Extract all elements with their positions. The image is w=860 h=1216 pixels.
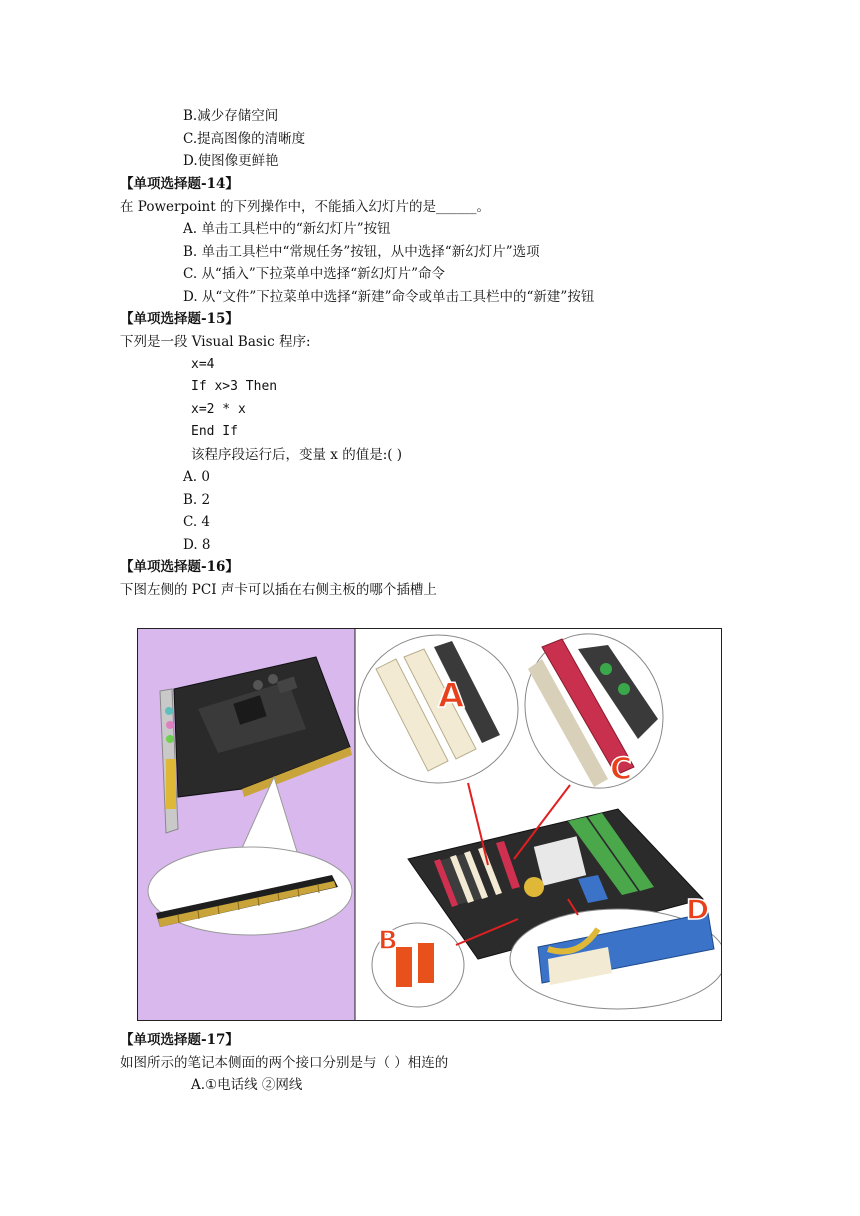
q14-stem: 在 Powerpoint 的下列操作中，不能插入幻灯片的是______。 (120, 199, 490, 215)
q13-option-d: D.使图像更鲜艳 (183, 153, 279, 169)
q15-heading: 【单项选择题-15】 (120, 311, 239, 327)
q16-stem: 下图左侧的 PCI 声卡可以插在右侧主板的哪个插槽上 (120, 582, 437, 598)
q16-figure (137, 628, 722, 1021)
q14-heading: 【单项选择题-14】 (120, 176, 239, 192)
q14-option-c: C. 从“插入”下拉菜单中选择“新幻灯片”命令 (183, 266, 446, 282)
q17-option-a: A.①电话线 ②网线 (191, 1077, 303, 1093)
label-a: A (438, 676, 465, 716)
q15-question: 该程序段运行后，变量 x 的值是:( ) (191, 447, 403, 463)
q13-option-c: C.提高图像的清晰度 (183, 131, 306, 147)
q13-option-b: B.减少存储空间 (183, 108, 279, 124)
callout-a (358, 635, 518, 783)
q15-option-c: C. 4 (183, 514, 211, 530)
q15-code-line-4: End If (191, 424, 238, 439)
callout-b (372, 923, 464, 1007)
q14-option-b: B. 单击工具栏中“常规任务”按钮，从中选择“新幻灯片”选项 (183, 244, 540, 260)
q17-stem: 如图所示的笔记本侧面的两个接口分别是与（ ）相连的 (120, 1055, 449, 1071)
callout-c (505, 629, 683, 806)
q14-option-d: D. 从“文件”下拉菜单中选择“新建”命令或单击工具栏中的“新建”按钮 (183, 289, 595, 305)
q14-option-a: A. 单击工具栏中的“新幻灯片”按钮 (183, 221, 391, 237)
q15-code-line-3: x=2 * x (191, 402, 246, 417)
q16-heading: 【单项选择题-16】 (120, 559, 239, 575)
q15-option-a: A. 0 (183, 469, 210, 485)
q15-code-line-1: x=4 (191, 357, 215, 372)
q15-option-b: B. 2 (183, 492, 211, 508)
q17-heading: 【单项选择题-17】 (120, 1032, 239, 1048)
q15-option-d: D. 8 (183, 537, 211, 553)
label-d: D (686, 893, 710, 926)
label-c: C (610, 752, 633, 787)
q15-stem: 下列是一段 Visual Basic 程序: (120, 334, 311, 350)
q15-code-line-2: If x>3 Then (191, 379, 278, 394)
label-b: B (378, 926, 398, 956)
